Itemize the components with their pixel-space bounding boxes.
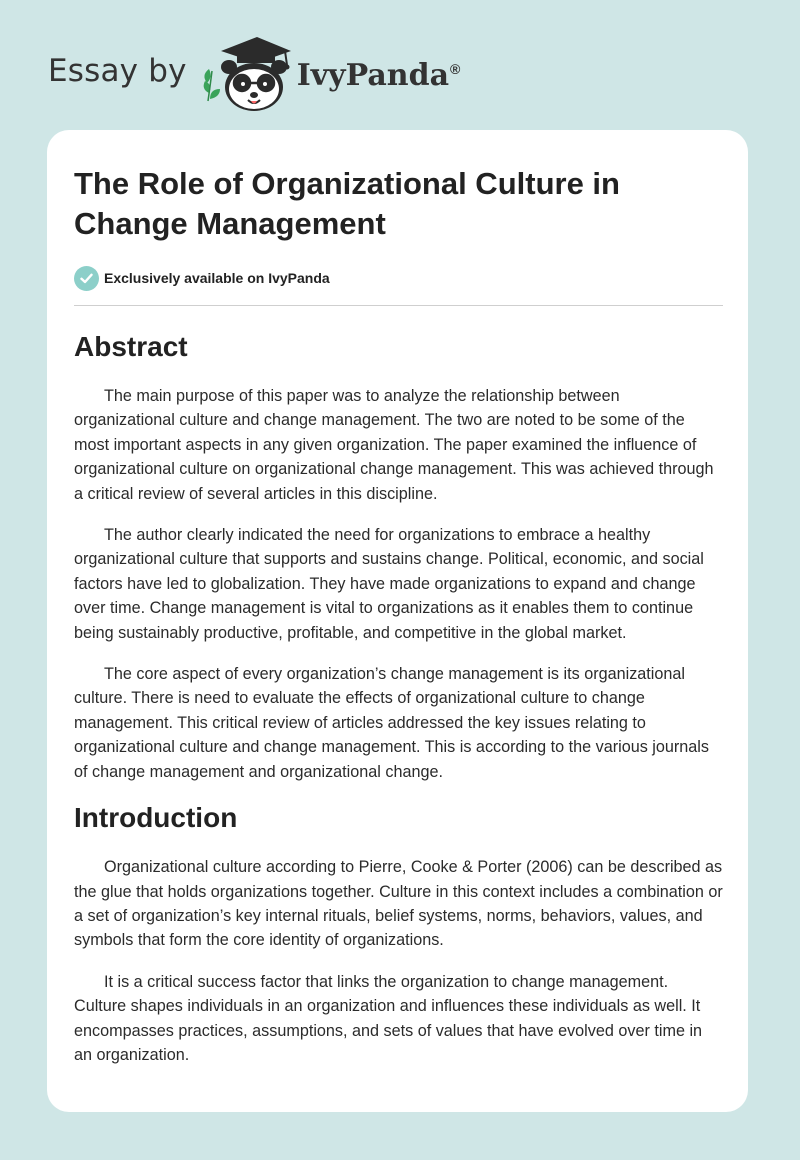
checkmark-icon [74, 266, 99, 291]
section-heading-abstract: Abstract [74, 331, 188, 362]
paragraph: Organizational culture according to Pierre, Cooke & Porter (2006) can be described as the glue that holds organizations together. Culture in this context includes a combination or a set of organization’s key internal rituals, belief systems, norms, behaviors, values, and symbols that form the core identity of organizations. [74, 858, 723, 950]
section-heading-introduction: Introduction [74, 802, 238, 834]
paragraph: The main purpose of this paper was to analyze the relationship between organizational culture and change management. The two are noted to be some of the most important aspects in any given organization. The paper examined the influence of organizational culture on organizational change management. This was achieved through a critical review of several articles in this discipline. [74, 387, 714, 503]
exclusive-label: Exclusively available on IvyPanda [104, 270, 330, 286]
paragraph: The core aspect of every organization’s change management is its organizational culture. There is need to evaluate the effects of organizational culture to change management. This critical review of articles addressed the key issues relating to organizational culture and change management. This is according to the various journals of change management and organizational change. [74, 665, 709, 781]
brand-label[interactable]: IvyPanda [296, 57, 450, 93]
section-abstract [74, 330, 722, 784]
exclusive-badge [74, 265, 722, 291]
panda-logo-icon[interactable] [201, 35, 293, 113]
brand-name[interactable] [297, 58, 461, 93]
essay-by-label: Essay by [48, 53, 187, 89]
site-header [48, 34, 460, 114]
registered-mark: ® [450, 60, 461, 77]
paragraph: The author clearly indicated the need for organizations to embrace a healthy organizational culture that supports and sustains change. Political, economic, and social factors have led to globalization. They have made organizations to expand and change over time. Change management is vital to organizations as it enables them to continue being sustainably productive, profitable, and competitive in the global market. [74, 526, 704, 642]
divider [74, 305, 723, 306]
essay-title: The Role of Organizational Culture in Change Management [74, 166, 620, 241]
paragraph: It is a critical success factor that links the organization to change management. Culture shapes individuals in an organization and influences these individuals as well. It encompasses practices, assumptions, and sets of values that have evolved over time in an organization. [74, 972, 703, 1064]
essay-card [47, 130, 748, 1112]
section-introduction [74, 801, 722, 1067]
